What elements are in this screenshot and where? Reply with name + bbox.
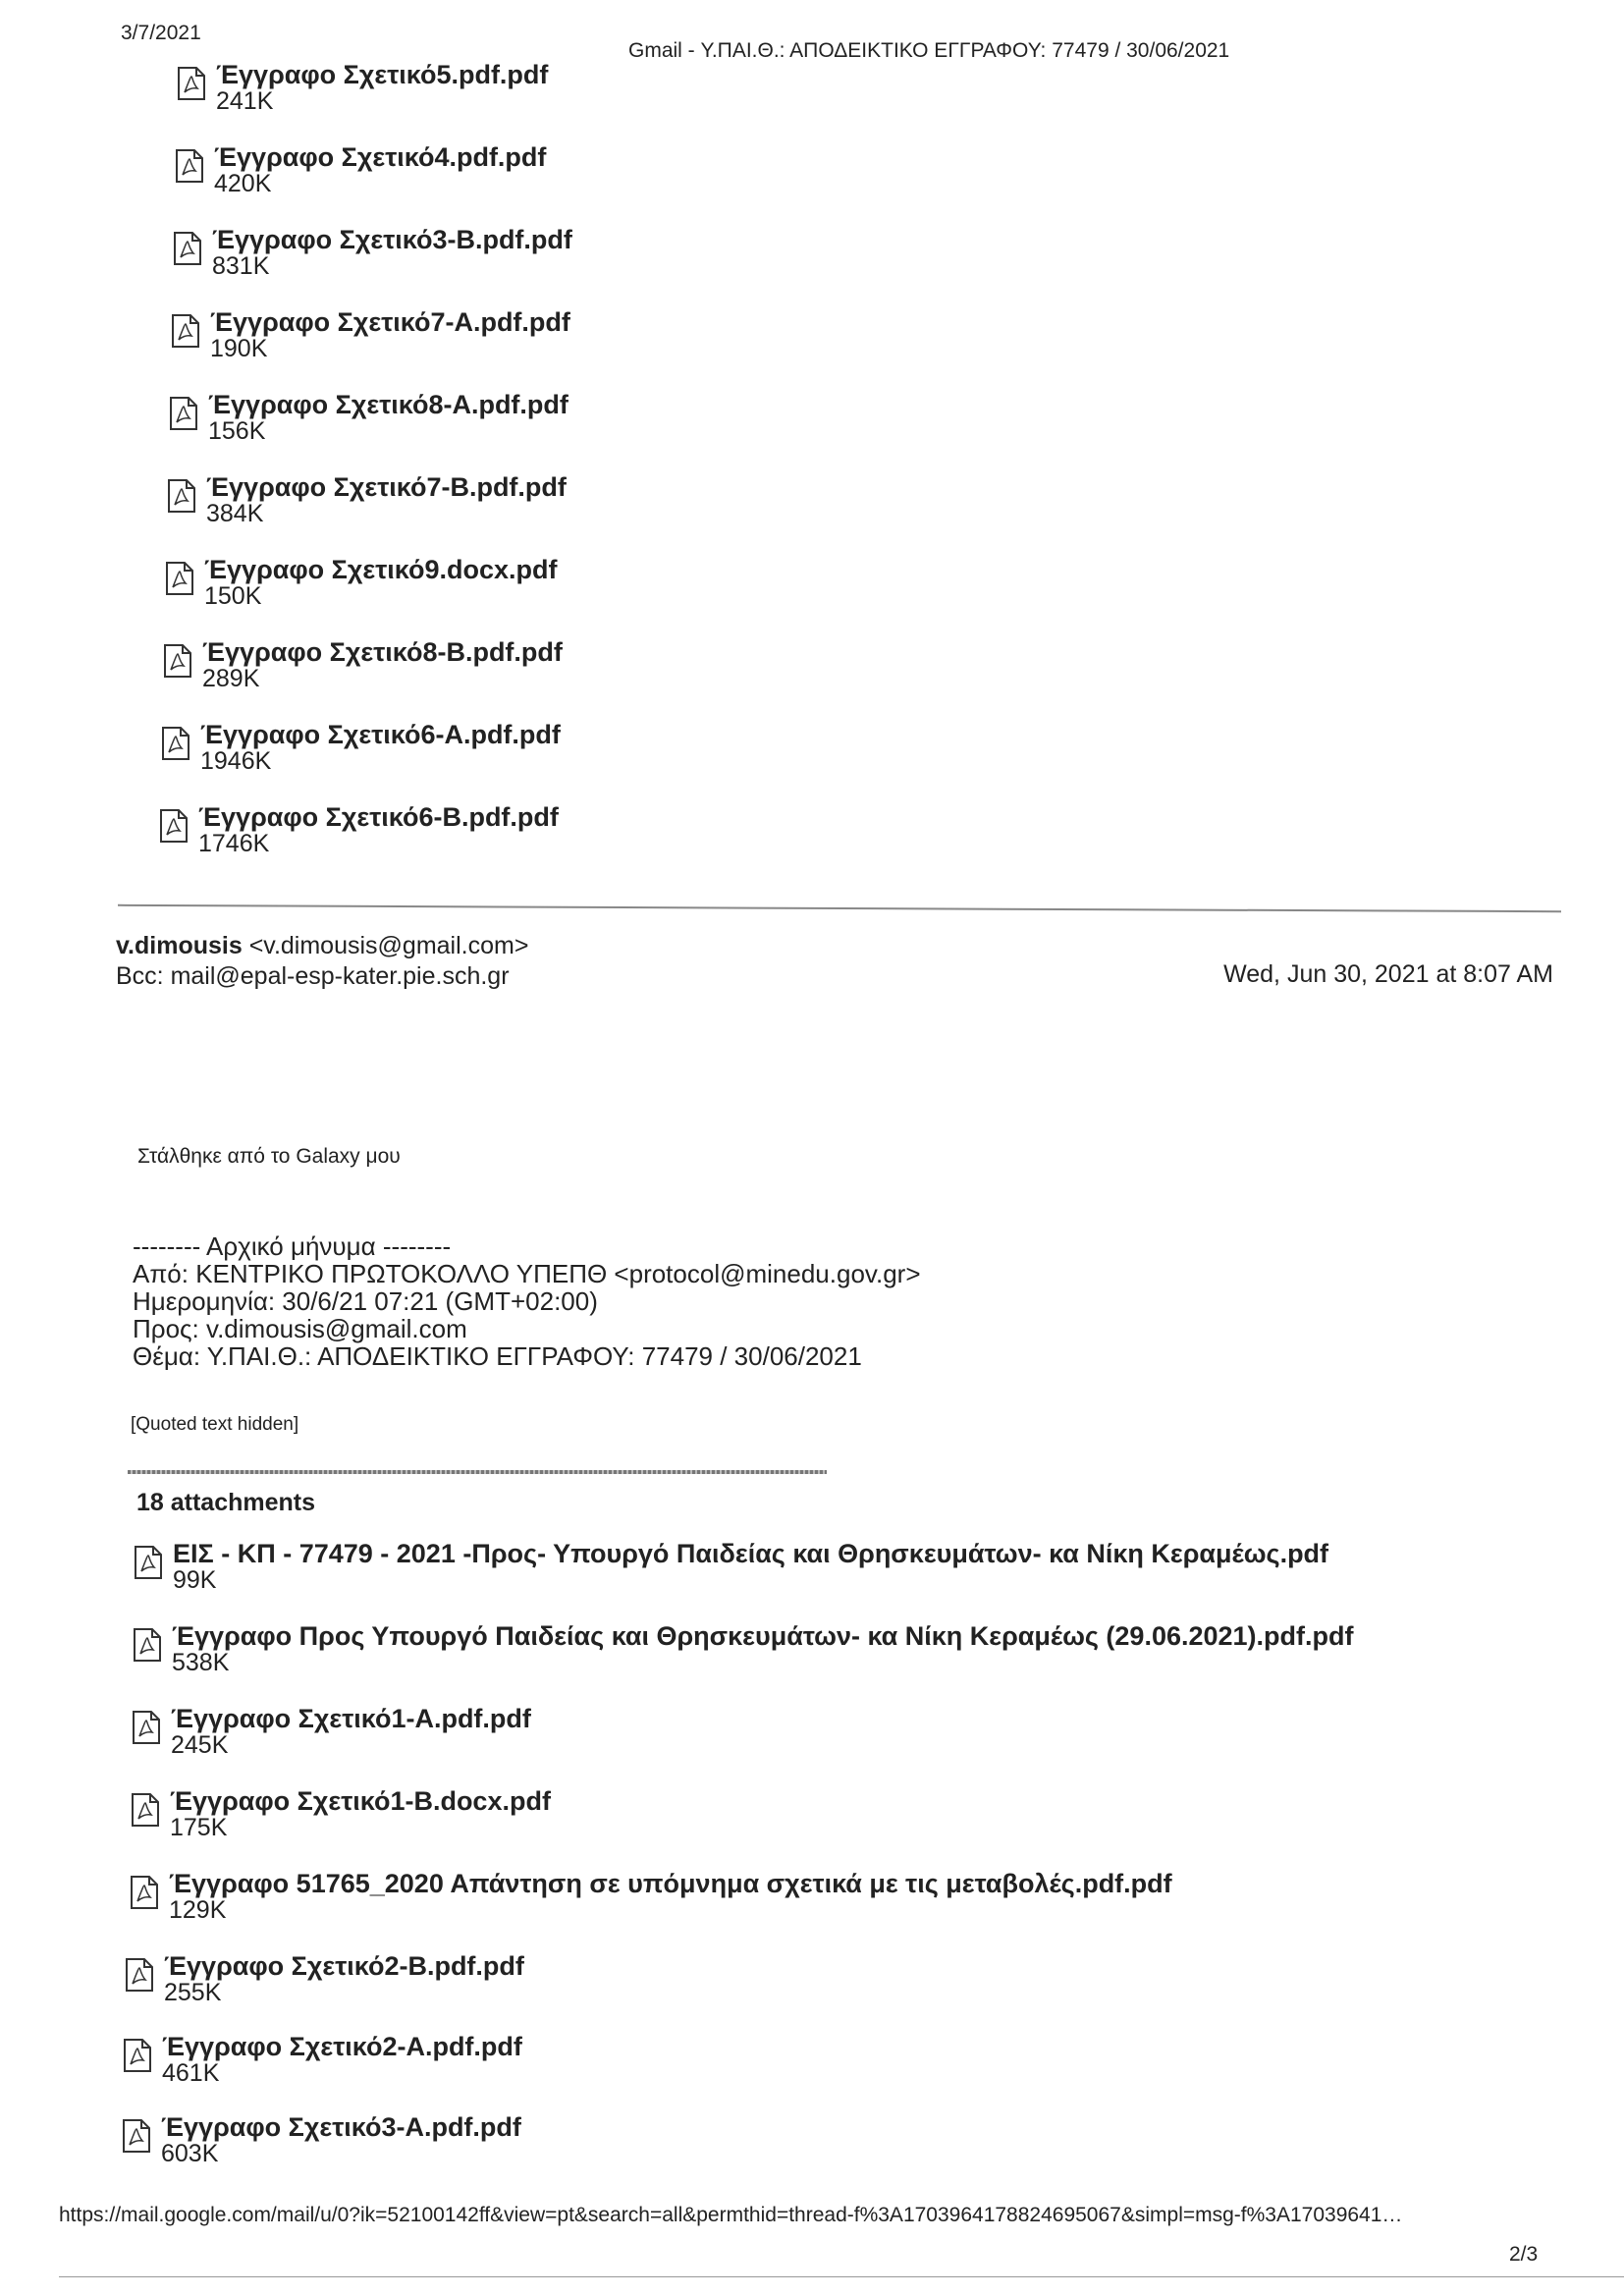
attachment-name[interactable]: Έγγραφο Σχετικό6-Β.pdf.pdf (198, 802, 559, 832)
pdf-file-icon (161, 727, 190, 760)
attachment-name[interactable]: Έγγραφο Σχετικό3-Β.pdf.pdf (212, 225, 572, 254)
attachment-item[interactable] (161, 721, 561, 774)
attachment-name[interactable]: Έγγραφο Σχετικό7-Β.pdf.pdf (206, 472, 567, 502)
pdf-file-icon (171, 314, 200, 348)
attachment-item[interactable] (173, 226, 572, 279)
original-message-heading: -------- Αρχικό μήνυμα -------- (133, 1231, 452, 1261)
attachment-item[interactable] (163, 638, 563, 691)
pdf-file-icon (134, 1546, 163, 1579)
message-divider (118, 904, 1561, 912)
message-sender (116, 931, 528, 960)
pdf-file-icon (165, 562, 194, 595)
attachment-item[interactable] (165, 556, 557, 609)
attachment-item[interactable] (132, 1705, 531, 1758)
attachment-name[interactable]: Έγγραφο Σχετικό5.pdf.pdf (216, 60, 549, 89)
page-number: 2/3 (1509, 2243, 1539, 2266)
pdf-file-icon (123, 2039, 152, 2072)
original-message-header (133, 1232, 921, 1370)
pdf-file-icon (173, 232, 202, 265)
sender-email: <v.dimousis@gmail.com> (248, 932, 529, 959)
attachment-item[interactable] (171, 308, 570, 361)
attachment-size: 1946K (200, 747, 272, 775)
quoted-text-hidden[interactable]: [Quoted text hidden] (131, 1414, 299, 1435)
signature-line: Στάλθηκε από το Galaxy μου (137, 1145, 401, 1168)
attachment-item[interactable] (125, 1952, 524, 2005)
pdf-file-icon (130, 1876, 159, 1909)
attachment-size: 831K (212, 252, 270, 280)
attachment-name[interactable]: Έγγραφο Σχετικό3-Α.pdf.pdf (161, 2112, 521, 2142)
pdf-file-icon (177, 67, 206, 100)
attachment-name[interactable]: Έγγραφο Σχετικό1-Β.docx.pdf (170, 1786, 551, 1816)
sender-name: v.dimousis (116, 932, 243, 959)
attachment-size: 538K (172, 1649, 230, 1676)
attachments-divider (128, 1470, 827, 1474)
bcc-line: Bcc: mail@epal-esp-kater.pie.sch.gr (116, 962, 510, 990)
attachment-size: 190K (210, 335, 268, 362)
pdf-file-icon (122, 2119, 151, 2153)
original-from: Από: ΚΕΝΤΡΙΚΟ ΠΡΩΤΟΚΟΛΛΟ ΥΠΕΠΘ <protocol@minedu.gov.gr> (133, 1259, 921, 1288)
attachment-item[interactable] (123, 2033, 522, 2086)
attachment-item[interactable] (131, 1787, 551, 1840)
attachment-size: 175K (170, 1814, 228, 1841)
attachment-item[interactable] (122, 2113, 521, 2166)
attachment-size: 289K (202, 665, 260, 692)
attachment-size: 241K (216, 87, 274, 115)
attachment-name[interactable]: Έγγραφο 51765_2020 Απάντηση σε υπόμνημα σχετικά με τις μεταβολές.pdf.pdf (169, 1869, 1172, 1898)
original-date: Ημερομηνία: 30/6/21 07:21 (GMT+02:00) (133, 1286, 598, 1316)
pdf-file-icon (163, 644, 192, 678)
attachment-item[interactable] (169, 391, 568, 444)
pdf-file-icon (159, 809, 189, 843)
pdf-file-icon (175, 149, 204, 183)
attachment-size: 1746K (198, 830, 270, 857)
sent-time: Wed, Jun 30, 2021 at 8:07 AM (1223, 960, 1553, 988)
attachment-name[interactable]: Έγγραφο Σχετικό1-Α.pdf.pdf (171, 1704, 531, 1733)
attachment-size: 156K (208, 417, 266, 445)
attachment-name[interactable]: Έγγραφο Σχετικό2-Α.pdf.pdf (162, 2032, 522, 2061)
attachment-item[interactable] (133, 1622, 1354, 1675)
attachment-name[interactable]: Έγγραφο Προς Υπουργό Παιδείας και Θρησκευμάτων- κα Νίκη Κεραμέως (29.06.2021).pdf.pdf (172, 1621, 1354, 1651)
attachment-name[interactable]: Έγγραφο Σχετικό2-Β.pdf.pdf (164, 1951, 524, 1981)
attachment-size: 603K (161, 2140, 219, 2167)
attachment-name[interactable]: Έγγραφο Σχετικό8-Α.pdf.pdf (208, 390, 568, 419)
pdf-file-icon (125, 1958, 154, 1992)
attachment-size: 384K (206, 500, 264, 527)
attachment-name[interactable]: Έγγραφο Σχετικό9.docx.pdf (204, 555, 558, 584)
attachment-size: 99K (173, 1566, 217, 1594)
attachments-count: 18 attachments (136, 1489, 316, 1516)
pdf-file-icon (133, 1628, 162, 1662)
attachment-item[interactable] (177, 61, 548, 114)
attachment-name[interactable]: Έγγραφο Σχετικό7-Α.pdf.pdf (210, 307, 570, 337)
print-title: Gmail - Υ.ΠΑΙ.Θ.: ΑΠΟΔΕΙΚΤΙΚΟ ΕΓΓΡΑΦΟΥ: 77479 / 30/06/2021 (628, 39, 1230, 62)
footer-url: https://mail.google.com/mail/u/0?ik=52100142ff&view=pt&search=all&permthid=thread-f%3A1703964178824695067&simpl=msg-f%3A17039641… (59, 2204, 1403, 2226)
attachment-item[interactable] (130, 1870, 1172, 1923)
pdf-file-icon (131, 1793, 160, 1827)
attachment-name[interactable]: ΕΙΣ - ΚΠ - 77479 - 2021 -Προς- Υπουργό Παιδείας και Θρησκευμάτων- κα Νίκη Κεραμέως.pdf (173, 1539, 1329, 1568)
attachment-size: 461K (162, 2059, 220, 2087)
attachment-size: 420K (214, 170, 272, 197)
attachment-size: 245K (171, 1731, 229, 1759)
attachment-size: 129K (169, 1896, 227, 1924)
attachment-item[interactable] (134, 1540, 1328, 1593)
footer-rule (59, 2276, 1624, 2277)
attachment-item[interactable] (167, 473, 567, 526)
attachment-size: 150K (204, 582, 262, 610)
attachment-name[interactable]: Έγγραφο Σχετικό4.pdf.pdf (214, 142, 547, 172)
original-subject: Θέμα: Υ.ΠΑΙ.Θ.: ΑΠΟΔΕΙΚΤΙΚΟ ΕΓΓΡΑΦΟΥ: 77479 / 30/06/2021 (133, 1341, 862, 1371)
attachment-item[interactable] (159, 803, 559, 856)
original-to: Προς: v.dimousis@gmail.com (133, 1314, 467, 1343)
pdf-file-icon (132, 1711, 161, 1744)
attachment-name[interactable]: Έγγραφο Σχετικό6-Α.pdf.pdf (200, 720, 561, 749)
pdf-file-icon (169, 397, 198, 430)
print-date: 3/7/2021 (121, 22, 201, 44)
pdf-file-icon (167, 479, 196, 513)
attachment-size: 255K (164, 1979, 222, 2006)
attachment-name[interactable]: Έγγραφο Σχετικό8-Β.pdf.pdf (202, 637, 563, 667)
attachment-item[interactable] (175, 143, 546, 196)
